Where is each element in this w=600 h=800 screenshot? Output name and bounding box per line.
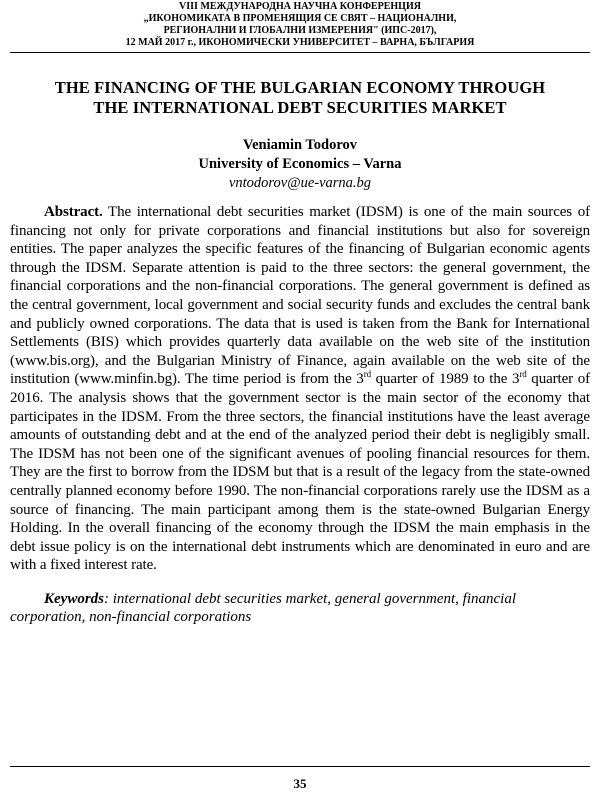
- ordinal-superscript: rd: [363, 369, 371, 380]
- paper-title-line: THE FINANCING OF THE BULGARIAN ECONOMY THROUGH: [54, 78, 546, 97]
- conference-header-line: VIII МЕЖДУНАРОДНА НАУЧНА КОНФЕРЕНЦИЯ: [179, 1, 421, 12]
- header-divider: [10, 52, 590, 53]
- conference-header: [10, 0, 590, 49]
- paper-title-line: THE INTERNATIONAL DEBT SECURITIES MARKET: [93, 98, 507, 117]
- conference-header-line: „ИКОНОМИКАТА В ПРОМЕНЯЩИЯ СЕ СВЯТ – НАЦИОНАЛНИ,: [143, 13, 457, 24]
- abstract-paragraph: [10, 203, 590, 575]
- abstract-text: quarter of 2016. The analysis shows that the government sector is the main sector of the economy that participates in the IDSM. From the three sectors, the financial institutions have the least average amounts of outstanding debt and at the end of the analyzed period their debt is negligibly small. The IDSM has not been one of the significant avenues of pooling financial resources for them. They are the first to borrow from the IDSM but that is a result of the legacy from the state-owned centrally planned economy before 1990. The non-financial corporations rarely use the IDSM as a source of financing. The main participant among them is the state-owned Bulgarian Energy Holding. In the overall financing of the economy through the IDSM the main emphasis in the debt issue policy is on the international debt instruments which are denominated in euro and are with a fixed interest rate.: [10, 371, 591, 574]
- abstract-label: Abstract.: [44, 204, 103, 220]
- conference-header-line: РЕГИОНАЛНИ И ГЛОБАЛНИ ИЗМЕРЕНИЯ" (ИПС-2017),: [163, 25, 437, 36]
- page-number: 35: [293, 776, 307, 791]
- ordinal-superscript: rd: [519, 369, 527, 380]
- author-name: Veniamin Todorov: [242, 137, 358, 153]
- paper-title: [10, 78, 590, 118]
- conference-header-line: 12 МАЙ 2017 г., ИКОНОМИЧЕСКИ УНИВЕРСИТЕТ – ВАРНА, БЪЛГАРИЯ: [125, 37, 475, 48]
- author-affiliation: University of Economics – Varna: [198, 156, 402, 172]
- footer-divider: [10, 766, 590, 767]
- keywords-paragraph: [10, 590, 590, 627]
- abstract-text: quarter of 1989 to the 3: [371, 371, 520, 388]
- keywords-label: Keywords: [44, 590, 104, 607]
- author-block: [10, 136, 590, 193]
- author-email[interactable]: vntodorov@ue-varna.bg: [228, 175, 372, 191]
- keywords-text: : international debt securities market, general government, financial corporation, non-financial corporations: [10, 590, 517, 626]
- abstract-text: The international debt securities market (IDSM) is one of the main sources of financing not only for private corporations and financial institutions but also for sovereign entities. The paper analyzes the specific features of the financing of Bulgarian economic agents through the IDSM. Separate attention is paid to the three sectors: the general government, the financial corporations and the non-financial corporations. The general government is defined as the central government, local government and social security funds and excludes the central bank and publicly owned corporations. The data that is used is taken from the Bank for International Settlements (BIS) which provides quarterly data available on the web site of the institution (www.bis.org), and the Bulgarian Ministry of Finance, again available on the web site of the institution (www.minfin.bg). The time period is from the 3: [10, 204, 590, 388]
